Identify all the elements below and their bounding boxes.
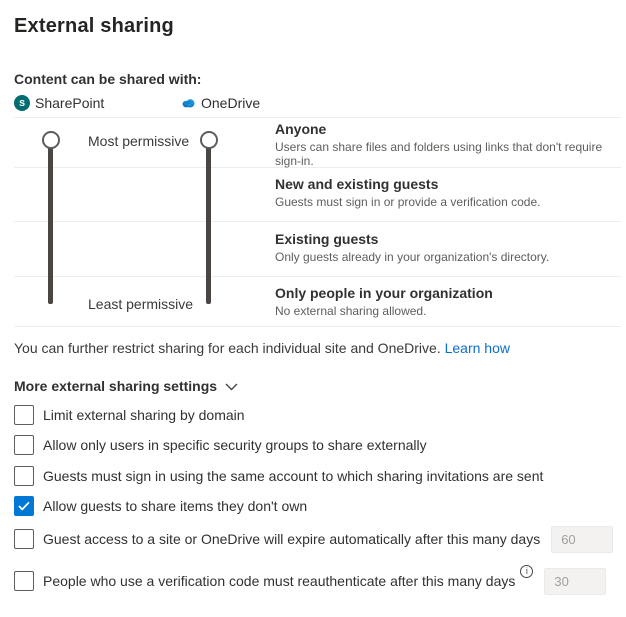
guests-share-items-checkbox[interactable] <box>14 496 34 516</box>
checkbox-label: Allow only users in specific security groups to share externally <box>43 437 427 453</box>
onedrive-column-label: OneDrive <box>201 95 261 111</box>
divider <box>14 276 621 277</box>
onedrive-icon <box>180 95 196 111</box>
divider <box>14 221 621 222</box>
more-settings-toggle[interactable] <box>14 378 238 394</box>
checkbox-label: Limit external sharing by domain <box>43 407 245 423</box>
level-title: Anyone <box>275 121 327 137</box>
checkbox-label: Guest access to a site or OneDrive will expire automatically after this many days <box>43 531 541 547</box>
checkbox-row-guest-access-expire[interactable] <box>14 525 613 553</box>
learn-how-link[interactable]: Learn how <box>444 340 510 356</box>
verification-reauth-checkbox[interactable] <box>14 571 34 591</box>
level-description: Only guests already in your organization's directory. <box>275 250 550 264</box>
divider <box>14 117 621 118</box>
level-title: Only people in your organization <box>275 285 493 301</box>
level-description: Users can share files and folders using links that don't require sign-in. <box>275 140 603 168</box>
permission-level-existing-guests <box>275 231 623 264</box>
same-account-checkbox[interactable] <box>14 466 34 486</box>
level-title: Existing guests <box>275 231 379 247</box>
checkbox-row-security-groups[interactable] <box>14 434 427 456</box>
checkbox-row-guests-share-items[interactable] <box>14 495 307 517</box>
more-settings-label: More external sharing settings <box>14 378 218 394</box>
checkbox-label: People who use a verification code must reauthenticate after this many days <box>43 573 516 589</box>
checkbox-label: Guests must sign in using the same account to which sharing invitations are sent <box>43 468 544 484</box>
checkmark-icon <box>18 501 30 511</box>
checkbox-row-limit-by-domain[interactable] <box>14 404 245 426</box>
permission-level-anyone <box>275 121 623 168</box>
checkbox-row-verification-reauth[interactable] <box>14 567 606 595</box>
info-icon[interactable]: i <box>520 565 533 578</box>
level-title: New and existing guests <box>275 176 439 192</box>
checkbox-row-same-account[interactable] <box>14 465 543 487</box>
limit-by-domain-checkbox[interactable] <box>14 405 34 425</box>
most-permissive-label: Most permissive <box>88 133 190 149</box>
expire-days-input[interactable] <box>551 526 613 553</box>
reauth-days-input[interactable] <box>544 568 606 595</box>
least-permissive-label: Least permissive <box>88 296 194 312</box>
security-groups-checkbox[interactable] <box>14 435 34 455</box>
sharepoint-slider-handle[interactable] <box>42 131 60 149</box>
divider <box>14 326 621 327</box>
restrict-note <box>14 340 510 356</box>
sharing-section-heading: Content can be shared with: <box>14 71 202 87</box>
level-description: No external sharing allowed. <box>275 304 427 318</box>
onedrive-slider-track[interactable] <box>206 139 211 304</box>
page-title: External sharing <box>14 15 174 37</box>
permission-level-new-existing-guests <box>275 176 623 209</box>
guest-access-expire-checkbox[interactable] <box>14 529 34 549</box>
chevron-down-icon <box>225 383 238 391</box>
sharepoint-column-header <box>14 95 104 111</box>
sharepoint-slider-track[interactable] <box>48 139 53 304</box>
onedrive-column-header <box>180 95 260 111</box>
restrict-note-text: You can further restrict sharing for each individual site and OneDrive. <box>14 340 441 356</box>
onedrive-slider-handle[interactable] <box>200 131 218 149</box>
permission-level-org-only <box>275 285 623 318</box>
level-description: Guests must sign in or provide a verification code. <box>275 195 541 209</box>
sharepoint-icon: s <box>14 95 30 111</box>
sharepoint-column-label: SharePoint <box>35 95 105 111</box>
checkbox-label: Allow guests to share items they don't own <box>43 498 308 514</box>
